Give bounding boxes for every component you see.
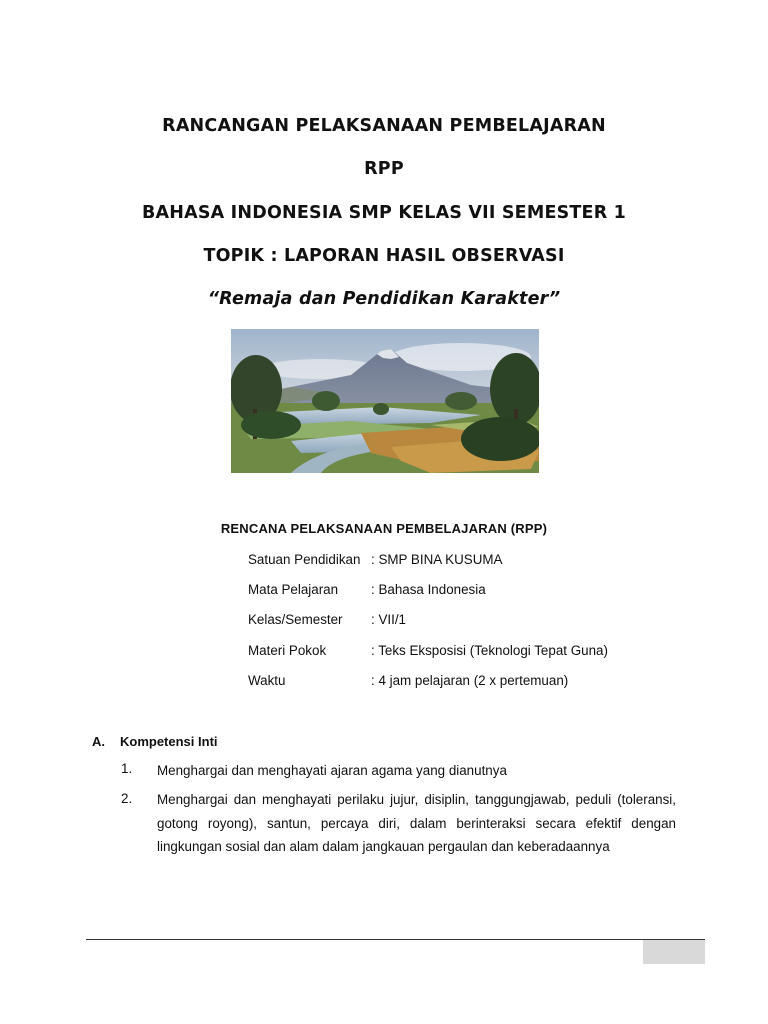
subject-line: BAHASA INDONESIA SMP KELAS VII SEMESTER 1	[141, 203, 627, 223]
info-value: : Teks Eksposisi (Teknologi Tepat Guna)	[371, 643, 608, 658]
rpp-heading: RENCANA PELAKSANAAN PEMBELAJARAN (RPP)	[220, 521, 548, 536]
footer-divider	[86, 939, 705, 940]
list-item-number: 1.	[121, 761, 133, 776]
info-value: : 4 jam pelajaran (2 x pertemuan)	[371, 673, 569, 688]
section-letter: A.	[92, 734, 105, 749]
section-title: Kompetensi Inti	[120, 734, 218, 749]
info-label: Materi Pokok	[248, 643, 327, 658]
theme-line: “Remaja dan Pendidikan Karakter”	[207, 289, 561, 309]
page-number-box	[643, 940, 705, 964]
info-value: : VII/1	[371, 612, 406, 627]
info-label: Satuan Pendidikan	[248, 552, 361, 567]
info-label: Kelas/Semester	[248, 612, 343, 627]
topic-line: TOPIK : LAPORAN HASIL OBSERVASI	[203, 246, 565, 266]
document-subtitle-rpp: RPP	[364, 159, 404, 179]
list-item-text: Menghargai dan menghayati ajaran agama yang dianutnya	[157, 763, 507, 778]
list-item-number: 2.	[121, 791, 133, 806]
info-value: : SMP BINA KUSUMA	[371, 552, 503, 567]
document-title: RANCANGAN PELAKSANAAN PEMBELAJARAN	[162, 116, 606, 136]
info-label: Waktu	[248, 673, 286, 688]
info-label: Mata Pelajaran	[248, 582, 339, 597]
landscape-image	[231, 329, 539, 473]
info-value: : Bahasa Indonesia	[371, 582, 486, 597]
list-item-text: Menghargai dan menghayati perilaku jujur, disiplin, tanggungjawab, peduli (toleransi, gotong royong), santun, percaya diri, dalam berinteraksi secara efektif dengan lingkungan sosial dan alam dalam jangkauan pergaulan dan keberadaannya	[157, 792, 676, 854]
